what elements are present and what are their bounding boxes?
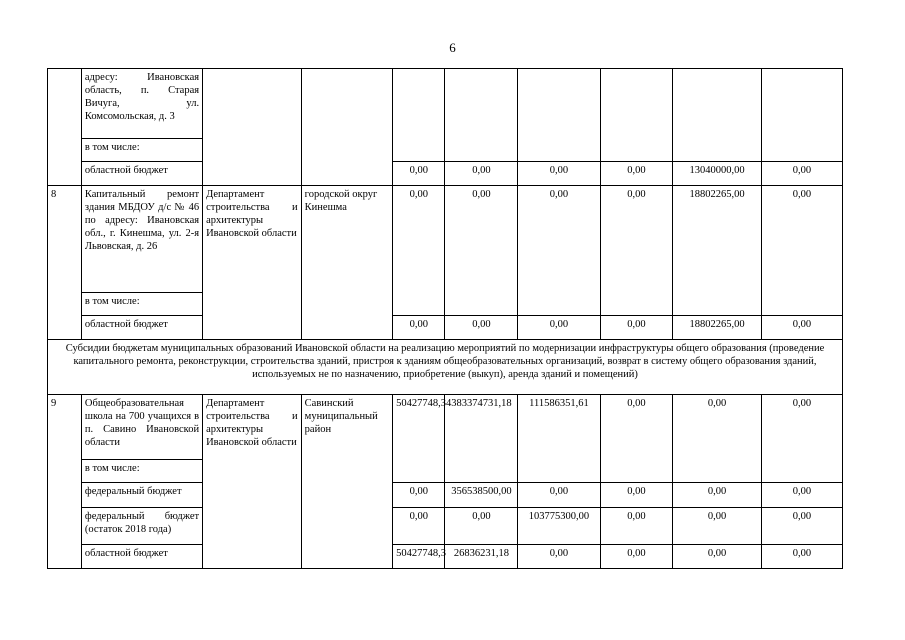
value-cell: 0,00 (445, 316, 518, 340)
including-label: в том числе: (81, 293, 202, 316)
page-number: 6 (449, 40, 456, 55)
value-cell: 0,00 (393, 186, 445, 316)
value-cell (600, 69, 673, 162)
municipality-cell (301, 69, 392, 186)
budget-label: областной бюджет (81, 162, 202, 186)
table-row (48, 316, 843, 340)
value-cell: 26836231,18 (445, 545, 518, 569)
value-cell: 0,00 (518, 316, 600, 340)
table-row (48, 395, 843, 460)
dept-cell: Департамент строительства и архитектуры Ивановской области (203, 186, 302, 340)
value-cell: 0,00 (393, 316, 445, 340)
object-name-cell: Общеобразовательная школа на 700 учащихся в п. Савино Ивановской области (81, 395, 202, 460)
value-cell (445, 69, 518, 162)
value-cell (518, 69, 600, 162)
value-cell: 0,00 (673, 545, 761, 569)
value-cell (673, 69, 761, 162)
dept-cell: Департамент строительства и архитектуры Ивановской области (203, 395, 302, 569)
value-cell: 0,00 (393, 483, 445, 508)
num-cell (48, 69, 82, 186)
value-cell: 0,00 (445, 186, 518, 316)
value-cell: 0,00 (761, 395, 842, 483)
including-label: в том числе: (81, 139, 202, 162)
value-cell: 0,00 (518, 483, 600, 508)
value-cell: 0,00 (445, 162, 518, 186)
value-cell: 0,00 (600, 395, 673, 483)
value-cell: 0,00 (673, 483, 761, 508)
budget-label: областной бюджет (81, 545, 202, 569)
num-cell: 9 (48, 395, 82, 569)
value-cell: 0,00 (761, 162, 842, 186)
value-cell (393, 69, 445, 162)
value-cell: 0,00 (761, 483, 842, 508)
table-row (48, 508, 843, 545)
value-cell: 111586351,61 (518, 395, 600, 483)
value-cell (761, 69, 842, 162)
dept-cell (203, 69, 302, 186)
budget-table (47, 68, 843, 569)
value-cell: 18802265,00 (673, 316, 761, 340)
value-cell: 0,00 (761, 545, 842, 569)
value-cell: 0,00 (393, 162, 445, 186)
value-cell: 356538500,00 (445, 483, 518, 508)
table-row (48, 483, 843, 508)
table-row (48, 545, 843, 569)
including-label: в том числе: (81, 460, 202, 483)
table-row (48, 186, 843, 293)
value-cell: 0,00 (761, 508, 842, 545)
budget-label: областной бюджет (81, 316, 202, 340)
value-cell: 0,00 (518, 545, 600, 569)
value-cell: 0,00 (600, 508, 673, 545)
value-cell: 103775300,00 (518, 508, 600, 545)
value-cell: 0,00 (445, 508, 518, 545)
municipality-cell: городской округ Кинешма (301, 186, 392, 340)
value-cell: 50427748,34 (393, 395, 445, 483)
budget-label: федеральный бюджет (остаток 2018 года) (81, 508, 202, 545)
municipality-cell: Савинский муниципальный район (301, 395, 392, 569)
value-cell: 0,00 (673, 508, 761, 545)
value-cell: 50427748,3 (393, 545, 445, 569)
value-cell: 0,00 (600, 483, 673, 508)
num-cell: 8 (48, 186, 82, 340)
value-cell: 0,00 (518, 162, 600, 186)
table-row (48, 162, 843, 186)
object-name-cell: Капитальный ремонт здания МБДОУ д/с № 46 по адресу: Ивановская обл., г. Кинешма, ул. 2-я Львовская, д. 26 (81, 186, 202, 293)
value-cell: 18802265,00 (673, 186, 761, 316)
table-row (48, 340, 843, 395)
object-name-cell: адресу: Ивановская область, п. Старая Вичуга, ул. Комсомольская, д. 3 (81, 69, 202, 139)
value-cell: 0,00 (673, 395, 761, 483)
value-cell: 0,00 (600, 186, 673, 316)
value-cell: 0,00 (600, 162, 673, 186)
table-row (48, 69, 843, 139)
value-cell: 0,00 (518, 186, 600, 316)
value-cell: 383374731,18 (445, 395, 518, 483)
value-cell: 0,00 (600, 545, 673, 569)
budget-label: федеральный бюджет (81, 483, 202, 508)
value-cell: 0,00 (761, 186, 842, 316)
value-cell: 0,00 (761, 316, 842, 340)
section-heading: Субсидии бюджетам муниципальных образований Ивановской области на реализацию мероприятий по модернизации инфраструктуры общего образования (проведение капитального ремонта, реконструкции, строительства зданий, пристроя к зданиям общеобразовательных организаций, возврат в систему общего образования зданий, используемых не по назначению, приобретение (выкуп), аренда зданий и помещений) (48, 340, 843, 395)
value-cell: 0,00 (393, 508, 445, 545)
value-cell: 13040000,00 (673, 162, 761, 186)
value-cell: 0,00 (600, 316, 673, 340)
